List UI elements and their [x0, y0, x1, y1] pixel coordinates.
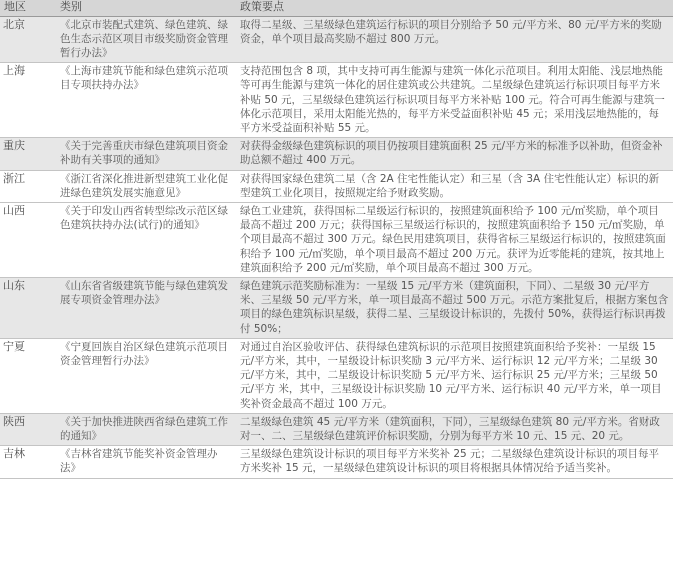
table-row: [0, 202, 673, 277]
table-row: [0, 16, 673, 63]
category-cell: 《上海市建筑节能和绿色建筑示范项目专项扶持办法》: [56, 63, 236, 138]
table-row: [0, 413, 673, 445]
table-row: [0, 277, 673, 338]
region-cell: 陕西: [0, 413, 56, 445]
category-cell: 《关于完善重庆市绿色建筑项目资金补助有关事项的通知》: [56, 138, 236, 170]
category-cell: 《吉林省建筑节能奖补资金管理办法》: [56, 446, 236, 478]
category-cell: 《关于加快推进陕西省绿色建筑工作的通知》: [56, 413, 236, 445]
region-cell: 山西: [0, 202, 56, 277]
region-cell: 上海: [0, 63, 56, 138]
policy-cell: 取得二星级、三星级绿色建筑运行标识的项目分别给予 50 元/平方米、80 元/平方米的奖励资金，单个项目最高奖励不超过 800 万元。: [236, 16, 673, 63]
region-cell: 山东: [0, 277, 56, 338]
header-category: 类别: [56, 0, 236, 16]
region-cell: 浙江: [0, 170, 56, 202]
table-header-row: [0, 0, 673, 16]
category-cell: 《关于印发山西省转型综改示范区绿色建筑扶持办法(试行)的通知》: [56, 202, 236, 277]
table-row: [0, 446, 673, 478]
category-cell: 《北京市装配式建筑、绿色建筑、绿色生态示范区项目市级奖励资金管理暂行办法》: [56, 16, 236, 63]
table-row: [0, 170, 673, 202]
region-cell: 吉林: [0, 446, 56, 478]
table-row: [0, 63, 673, 138]
category-cell: 《宁夏回族自治区绿色建筑示范项目资金管理暂行办法》: [56, 338, 236, 413]
region-cell: 重庆: [0, 138, 56, 170]
table-row: [0, 138, 673, 170]
category-cell: 《山东省省级建筑节能与绿色建筑发展专项资金管理办法》: [56, 277, 236, 338]
header-policy: 政策要点: [236, 0, 673, 16]
region-cell: 北京: [0, 16, 56, 63]
category-cell: 《浙江省深化推进新型建筑工业化促进绿色建筑发展实施意见》: [56, 170, 236, 202]
header-region: 地区: [0, 0, 56, 16]
policy-cell: 三星级绿色建筑设计标识的项目每平方米奖补 25 元；二星级绿色建筑设计标识的项目每平方米奖补 15 元，一星级绿色建筑设计标识的项目将根据具体情况给予适当奖补。: [236, 446, 673, 478]
policy-cell: 绿色工业建筑，获得国标二星级运行标识的，按照建筑面积给予 100 元/㎡奖励，单个项目最高不超过 200 万元；获得国标三星级运行标识的，按照建筑面积给予 150 元/㎡奖励，单个项目最高不超过 300 万元。绿色民用建筑项目，获得省标三星级运行标识的，按照建筑面积给予 100 元/㎡奖励，单个项目最高不超过 200 万元。获评为近零能耗的建筑，按其地上建筑面积给予 200 元/㎡奖励，单个项目最高不超过 300 万元。: [236, 202, 673, 277]
policy-cell: 二星级绿色建筑 45 元/平方米（建筑面积，下同），三星级绿色建筑 80 元/平方米。省财政对一、二、三星级绿色建筑评价标识奖励，分别为每平方米 10 元、15 元、20 元。: [236, 413, 673, 445]
policy-cell: 绿色建筑示范奖励标准为：一星级 15 元/平方米（建筑面积，下同）、二星级 30 元/平方米、三星级 50 元/平方米，单一项目最高不超过 500 万元。示范方案批复后，根据方案包含项目的绿色建筑标识星级，获得二星、三星级设计标识的，先拨付 50%，获得运行标识再拨付 50%；: [236, 277, 673, 338]
policy-cell: 支持范围包含 8 项，其中支持可再生能源与建筑一体化示范项目。利用太阳能、浅层地热能等可再生能源与建筑一体化的居住建筑或公共建筑。二星级绿色建筑运行标识项目每平方米补贴 50 元，三星级绿色建筑运行标识项目每平方米补贴 100 元。符合可再生能源与建筑一体化示范项目，采用太阳能光热的，每平方米受益面积补贴 45 元；采用浅层地热能的，每平方米受益面积补贴 55 元。: [236, 63, 673, 138]
policy-cell: 对获得国家绿色建筑二星（含 2A 住宅性能认定）和三星（含 3A 住宅性能认定）标识的新型建筑工业化项目，按照规定给予财政奖励。: [236, 170, 673, 202]
policy-cell: 对通过自治区验收评估、获得绿色建筑标识的示范项目按照建筑面积给予奖补：一星级 15 元/平方米，其中，一星级设计标识奖励 3 元/平方米、运行标识 12 元/平方米；二星级 30 元/平方米，其中，二星级设计标识奖励 5 元/平方米、运行标识 25 元/平方米；三星级 50 元/平方 米，其中，三星级设计标识奖励 10 元/平方米、运行标识 40 元/平方米，单一项目奖补资金最高不超过 100 万元。: [236, 338, 673, 413]
policy-cell: 对获得金级绿色建筑标识的项目仍按项目建筑面积 25 元/平方米的标准予以补助，但资金补助总额不超过 400 万元。: [236, 138, 673, 170]
region-cell: 宁夏: [0, 338, 56, 413]
table-row: [0, 338, 673, 413]
